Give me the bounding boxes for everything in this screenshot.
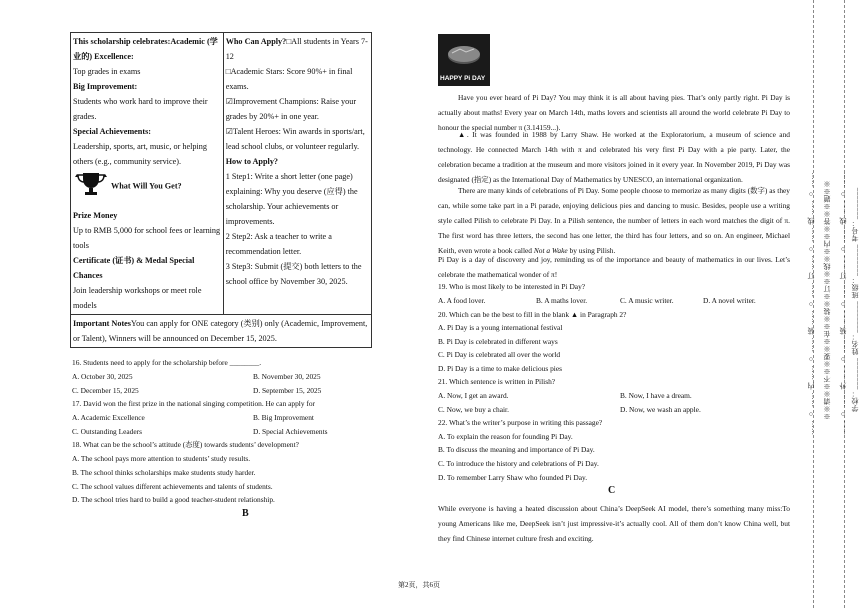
box-line: 1 Step1: Write a short letter (one page) explaining: Why you deserve (应得) the scholarship. Your achievements or improvements. <box>225 172 358 226</box>
box-line: Students who work hard to improve their grades. <box>73 97 208 121</box>
box-line: □Academic Stars: Score 90%+ in final exams. <box>225 67 353 91</box>
box-line: Join leadership workshops or meet role models <box>73 286 202 310</box>
q18: 18. What can be the school’s attitude (态度) towards students’ development? <box>72 440 299 449</box>
binding-strip <box>800 0 860 608</box>
box-line: This scholarship celebrates:Academic (学业的) Excellence: <box>73 37 218 61</box>
q20-a: A. Pi Day is a young international festival <box>438 323 563 332</box>
q16-a: A. October 30, 2025 <box>72 372 133 381</box>
q20-b: B. Pi Day is celebrated in different ways <box>438 337 558 346</box>
q20-text: 20. Which can be the best to fill in the blank <box>438 310 570 319</box>
box-line: Certificate (证书) & Medal Special Chances <box>73 256 195 280</box>
q21-a: A. Now, I get an award. <box>438 391 509 400</box>
outer-seal-text: …… ○ …… 外 …… ○ …… 装 …… ○ …… 订 …… ○ …… 线 …… ○ …… <box>839 172 847 436</box>
q22-d: D. To remember Larry Shaw who founded Pi Day. <box>438 473 588 482</box>
q17-b: B. Big Improvement <box>253 413 314 422</box>
pi-day-image <box>438 34 490 86</box>
section-c: C <box>608 485 616 496</box>
q16-d: D. September 15, 2025 <box>253 386 322 395</box>
box-line: How to Apply? <box>225 157 279 166</box>
notes-text: You can apply for ONE category (类别) only (Academic, Improvement, or Talent), Winners will be announced on December 15, 2025. <box>73 319 368 343</box>
q22: 22. What’s the writer’s purpose in writing this passage? <box>438 418 603 427</box>
q21-d: D. Now, we wash an apple. <box>620 405 701 414</box>
q21-b: B. Now, I have a dream. <box>620 391 692 400</box>
who-can-apply-heading: Who Can Apply? <box>225 37 287 46</box>
box-line: 3 Step3: Submit (提交) both letters to the school office by November 30, 2025. <box>225 262 362 286</box>
q16-c: C. December 15, 2025 <box>72 386 139 395</box>
paragraph-2-text: It was founded in 1988 by Larry Shaw. He worked at the Exploratorium, a museum of science and technology. He connected March 14th with π and celebrated his very first Pi Day with a pie party. Later, the celebration became a tradition at the museum and more visitors joined in it every year. In November 2019, Pi Day was designated (指定) as the International Day of Mathematics by UNESCO, an international organization. <box>438 130 790 184</box>
q19-b: B. A maths lover. <box>536 296 588 305</box>
notes-cell <box>71 315 372 348</box>
q18-c: C. The school values different achievements and talents of students. <box>72 482 273 491</box>
q22-a: A. To explain the reason for founding Pi Day. <box>438 432 573 441</box>
q21: 21. Which sentence is written in Pilish? <box>438 377 556 386</box>
paragraph-3 <box>438 183 790 258</box>
q20 <box>438 310 626 320</box>
box-line: Special Achievements: <box>73 127 151 136</box>
q17-a: A. Academic Excellence <box>72 413 145 422</box>
box-line: Top grades in exams <box>73 67 141 76</box>
q20-c: C. Pi Day is celebrated all over the world <box>438 350 561 359</box>
box-line: ☑Talent Heroes: Win awards in sports/art, lead school clubs, or volunteer regularly. <box>225 127 365 151</box>
trophy-icon <box>73 171 109 202</box>
q22-c: C. To introduce the history and celebrations of Pi Day. <box>438 459 599 468</box>
right-cell <box>223 33 371 315</box>
box-line: Prize Money <box>73 211 118 220</box>
box-line: Leadership, sports, art, music, or helping others (e.g., community service). <box>73 142 207 166</box>
q22-b: B. To discuss the meaning and importance of Pi Day. <box>438 445 595 454</box>
passage-c: While everyone is having a heated discussion about China’s DeepSeek AI model, there’s something many miss:To young Americans like me, DeepSeek isn’t just impressive-it’s actually cool. All of them don’t know China well, but they find Chinese internet culture fresh and exciting. <box>438 504 790 543</box>
q19-a: A. A food lover. <box>438 296 486 305</box>
box-line: Who Can Apply?□All students in Years 7-12 <box>225 37 368 61</box>
box-line: 2 Step2: Ask a teacher to write a recommendation letter. <box>225 232 332 256</box>
q19: 19. Who is most likely to be interested in Pi Day? <box>438 282 586 291</box>
what-get-title: What Will You Get? <box>111 181 182 191</box>
box-line: Up to RMB 5,000 for school fees or learning tools <box>73 226 221 250</box>
q18-d: D. The school tries hard to build a good teacher-student relationship. <box>72 495 275 504</box>
q19-d: D. A novel writer. <box>703 296 756 305</box>
box-line: Big Improvement: <box>73 82 138 91</box>
q21-c: C. Now, we buy a chair. <box>438 405 509 414</box>
section-b: B <box>242 508 249 519</box>
notes-label: Important Notes <box>73 319 131 328</box>
q19-c: C. A music writer. <box>620 296 674 305</box>
q16: 16. Students need to apply for the scholarship before ________. <box>72 358 262 367</box>
q20-end: in Paragraph 2? <box>580 310 627 319</box>
what-get-row <box>73 171 221 202</box>
page-footer: 第2页，共6页 <box>398 581 440 589</box>
left-cell <box>71 33 224 315</box>
student-info: 学校：________ 姓名：________ 班级：________ 考号：________ <box>851 187 859 413</box>
paragraph-3-end: by using Pilish. <box>569 246 616 255</box>
q20-d: D. Pi Day is a time to make delicious pies <box>438 364 562 373</box>
paragraph-3-text: There are many kinds of celebrations of Pi Day. Some people choose to memorize as many digits (数字) as they can, while some take part in a Pi parade, enjoying delicious pies and dancing to music. Besides, people use a writing style called Pilish to celebrate Pi Day. In a Pilish sentence, the number of letters in each word matches the digit of π. The first word has three letters, the second has one letter, the third has four letters, and so on. An engineer, Michael Keith, even wrote a book called <box>438 186 790 255</box>
paragraph-1: Have you ever heard of Pi Day? You may think it is all about having pies. That’s only partly right. Pi Day is actually about maths! Every year on March 14th, maths lovers and scientists all around the world celebrate Pi Day to honour the special number π (3.14159...). <box>438 93 790 132</box>
q18-b: B. The school thinks scholarships make students study harder. <box>72 468 256 477</box>
blank-triangle-icon: ▲ <box>569 310 581 319</box>
paragraph-2: ▲. It was founded in 1988 by Larry Shaw. He worked at the Exploratorium, a museum of science and technology. He connected March 14th with π and celebrated his very first Pi Day with a pie party. Later, the celebration became a tradition at the museum and more visitors joined in it every year. In November 2019, Pi Day was designated (指定) as the International Day of Mathematics by UNESCO, an international organization. <box>438 130 790 184</box>
warning-text: ※※请※※不※※要※※在※※装※※订※※线※※内※※答※※题※※ <box>823 180 831 420</box>
image-caption: HAPPY Pi DAY <box>440 75 486 82</box>
box-line: ☑Improvement Champions: Raise your grades by 20%+ in one year. <box>225 97 357 121</box>
inner-seal-text: …… ○ …… 内 …… ○ …… 装 …… ○ …… 订 …… ○ …… 线 …… ○ …… <box>807 172 815 436</box>
scholarship-table <box>70 32 372 348</box>
q17-c: C. Outstanding Leaders <box>72 427 142 436</box>
q17: 17. David won the first prize in the national singing competition. He can apply for <box>72 399 316 408</box>
q16-b: B. November 30, 2025 <box>253 372 321 381</box>
blank-triangle-icon: ▲ <box>458 130 467 139</box>
q17-d: D. Special Achievements <box>253 427 328 436</box>
book-title: Not a Wake <box>533 246 568 255</box>
paragraph-4: Pi Day is a day of discovery and joy, reminding us of the importance and beauty of mathematics in our lives. Let’s celebrate the mathematical wonder of π! <box>438 255 790 279</box>
q18-a: A. The school pays more attention to students’ study results. <box>72 454 251 463</box>
